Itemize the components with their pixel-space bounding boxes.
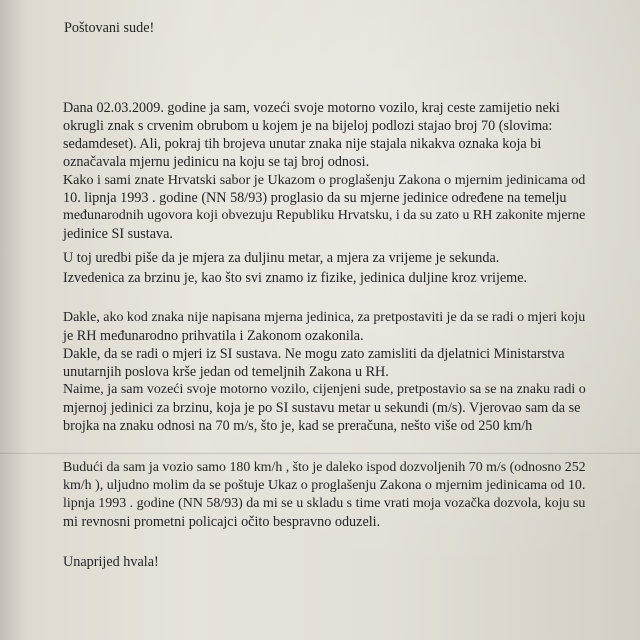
- letter-line-13: Dakle, da se radi o mjeri iz SI sustava. Ne mogu zato zamisliti da djelatnici Ministarstva: [63, 346, 565, 362]
- letter-line-3: sedamdeset). Ali, pokraj tih brojeva unutar znaka nije stajala nikakva oznaka koja bi: [63, 136, 542, 152]
- letter-line-9: U toj uredbi piše da je mjera za duljinu metar, a mjera za vrijeme je sekunda.: [63, 250, 500, 266]
- letter-line-15: Naime, ja sam vozeći svoje motorno vozilo, cijenjeni sude, pretpostavio sa se na znaku radi o: [63, 382, 586, 397]
- paper-edge-shadow: [0, 0, 28, 640]
- letter-line-1: Dana 02.03.2009. godine ja sam, vozeći svoje motorno vozilo, kraj ceste zamijetio neki: [63, 100, 560, 116]
- letter-line-4: označavala mjernu jedinicu na koju se taj broj odnosi.: [63, 154, 370, 170]
- letter-greeting: Poštovani sude!: [64, 20, 155, 36]
- letter-line-10: Izvedenica za brzinu je, kao što svi znamo iz fizike, jedinica duljine kroz vrijeme.: [63, 270, 528, 286]
- letter-line-16: mjernoj jedinici za brzinu, koja je po SI sustavu metar u sekundi (m/s). Vjerovao sam da se: [63, 400, 581, 416]
- letter-line-17: brojka na znaku odnosi na 70 m/s, što je, kad se preračuna, nešto više od 250 km/h: [63, 418, 533, 434]
- letter-line-18: Budući da sam ja vozio samo 180 km/h , što je daleko ispod dozvoljenih 70 m/s (odnosno 252: [63, 460, 586, 475]
- letter-closing: Unaprijed hvala!: [63, 554, 159, 570]
- letter-line-14: unutarnjih poslova krše jedan od temeljnih Zakona u RH.: [63, 364, 389, 380]
- letter-line-21: mi revnosni prometni policajci očito bespravno oduzeli.: [63, 514, 381, 530]
- paper-fold: [0, 452, 640, 455]
- letter-line-6: 10. lipnja 1993 . godine (NN 58/93) proglasio da su mjerne jedinice određene na temelju: [63, 190, 567, 206]
- letter-line-2: okrugli znak s crvenim obrubom u kojem je na bijeloj podlozi stajao broj 70 (slovima:: [63, 118, 553, 134]
- letter-line-11: Dakle, ako kod znaka nije napisana mjerna jedinica, za pretpostaviti je da se radi o mjeri koju: [63, 310, 586, 325]
- letter-line-8: jedinice SI sustava.: [63, 226, 173, 242]
- letter-line-7: međunarodnih ugovora koji obvezuju Republiku Hrvatsku, i da su zato u RH zakonite mjerne: [63, 208, 586, 223]
- letter-line-5: Kako i sami znate Hrvatski sabor je Ukazom o proglašenju Zakona o mjernim jedinicama od: [63, 172, 586, 188]
- letter-line-20: lipnja 1993 . godine (NN 58/93) da mi se u skladu s time vrati moja vozačka dozvola, koju su: [63, 496, 586, 511]
- letter-line-12: je RH međunarodno prihvatila i Zakonom ozakonila.: [63, 328, 364, 344]
- letter-line-19: km/h ), uljudno molim da se poštuje Ukaz o proglašenju Zakona o mjernim jedinicama od 10.: [63, 478, 586, 493]
